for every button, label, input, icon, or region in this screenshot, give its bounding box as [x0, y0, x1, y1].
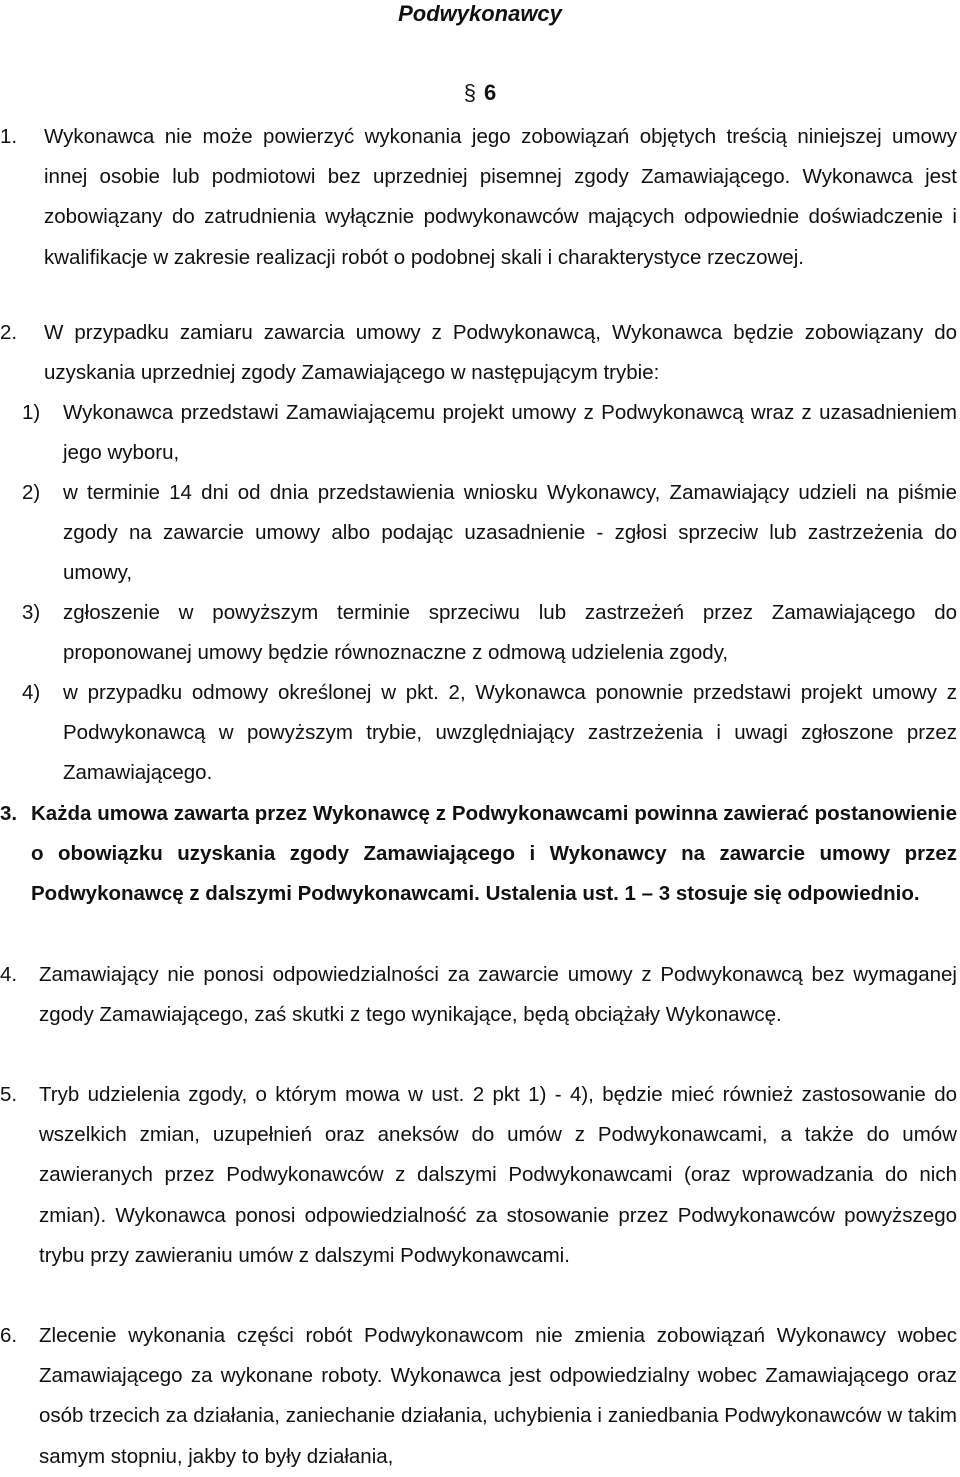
list-item-number: 2) — [22, 481, 41, 504]
list-item-text: Wykonawca przedstawi Zamawiającemu projekt umowy z Podwykonawcą wraz z uzasadnieniem jego wyboru, — [63, 401, 957, 465]
paragraph-text: Każda umowa zawarta przez Wykonawcę z Podwykonawcami powinna zawierać postanowienie o obowiązku uzyskania zgody Zamawiającego i Wykonawcy na zawarcie umowy przez Podwykonawcę z dalszymi Podwykonawcami. Ustalenia ust. 1 – 3 stosuje się odpowiednio. — [31, 802, 957, 906]
section-number: 6 — [484, 80, 497, 105]
paragraph-text: Zlecenie wykonania części robót Podwykonawcom nie zmienia zobowiązań Wykonawcy wobec Zamawiającego za wykonane roboty. Wykonawca jest odpowiedzialny wobec Zamawiającego oraz osób trzecich za działania, zaniechanie działania, uchybienia i zaniedbania Podwykonawców w takim samym stopniu, jakby to były działania, — [39, 1324, 957, 1468]
list-item-number: 4) — [22, 681, 41, 704]
paragraph-number: 2. — [0, 321, 18, 344]
list-item-number: 1) — [22, 401, 41, 424]
paragraph-text: Zamawiający nie ponosi odpowiedzialności za zawarcie umowy z Podwykonawcą bez wymaganej zgody Zamawiającego, zaś skutki z tego wynikające, będą obciążały Wykonawcę. — [39, 963, 957, 1027]
paragraph-text: Wykonawca nie może powierzyć wykonania jego zobowiązań objętych treścią niniejszej umowy innej osobie lub podmiotowi bez uprzedniej pisemnej zgody Zamawiającego. Wykonawca jest zobowiązany do zatrudnienia wyłącznie podwykonawców mających odpowiednie doświadczenie i kwalifikacje w zakresie realizacji robót o podobnej skali i charakterystyce rzeczowej. — [44, 125, 957, 269]
paragraph-number: 4. — [0, 963, 18, 986]
paragraph-text: Tryb udzielenia zgody, o którym mowa w ust. 2 pkt 1) - 4), będzie mieć również zastosowanie do wszelkich zmian, uzupełnień oraz aneksów do umów z Podwykonawcami, a także do umów zawieranych przez Podwykonawców z dalszymi Podwykonawcami (oraz wprowadzania do nich zmian). Wykonawca ponosi odpowiedzialność za stosowanie przez Podwykonawców powyższego trybu przy zawieraniu umów z dalszymi Podwykonawcami. — [39, 1083, 957, 1267]
list-item-text: w terminie 14 dni od dnia przedstawienia wniosku Wykonawcy, Zamawiający udzieli na piśmie zgody na zawarcie umowy albo podając uzasadnienie - zgłosi sprzeciw lub zastrzeżenia do umowy, — [63, 481, 957, 585]
section-sign: § — [463, 80, 476, 105]
paragraph-number: 5. — [0, 1083, 18, 1106]
paragraph-number: 3. — [0, 802, 18, 825]
paragraph-number: 6. — [0, 1324, 18, 1347]
document-title: Podwykonawcy — [398, 1, 562, 26]
list-item-text: zgłoszenie w powyższym terminie sprzeciwu lub zastrzeżeń przez Zamawiającego do proponowanej umowy będzie równoznaczne z odmową udzielenia zgody, — [63, 601, 957, 665]
section-heading — [0, 79, 960, 107]
paragraph-text: W przypadku zamiaru zawarcia umowy z Podwykonawcą, Wykonawca będzie zobowiązany do uzyskania uprzedniej zgody Zamawiającego w następującym trybie: — [44, 321, 957, 385]
list-item-text: w przypadku odmowy określonej w pkt. 2, Wykonawca ponownie przedstawi projekt umowy z Podwykonawcą w powyższym trybie, uwzględniający zastrzeżenia i uwagi zgłoszone przez Zamawiającego. — [63, 681, 957, 785]
list-item-number: 3) — [22, 601, 41, 624]
paragraph-number: 1. — [0, 125, 18, 148]
